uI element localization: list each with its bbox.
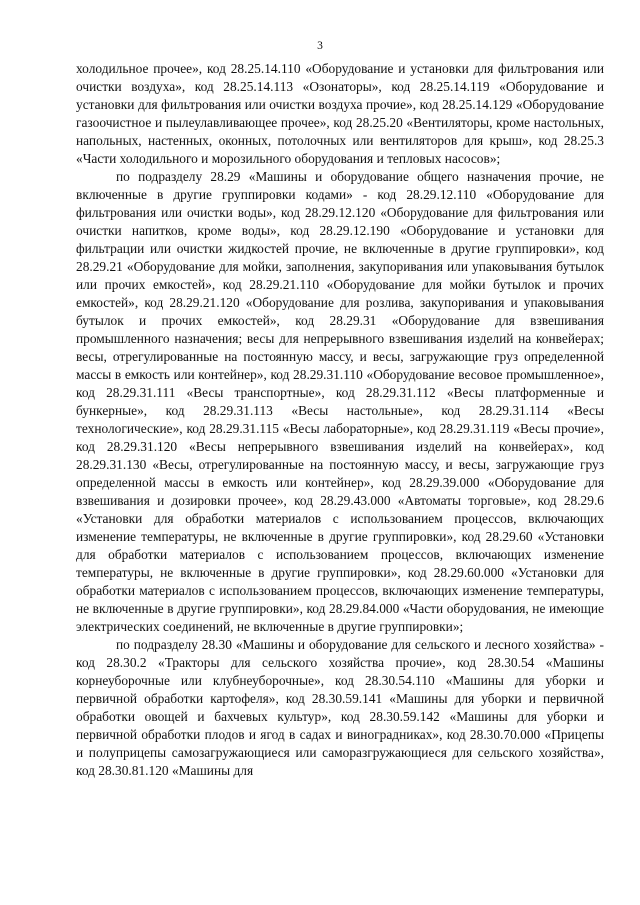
paragraph-subsection-28-30: по подразделу 28.30 «Машины и оборудование для сельского и лесного хозяйства» - код 28.30.2 «Тракторы для сельского хозяйства прочие», код 28.30.54 «Машины корнеуборочные или клубнеуборочные», код 28.30.54.110 «Машины для уборки и первичной обработки картофеля», код 28.30.59.141 «Машины для уборки и первичной обработки овощей и бахчевых культур», код 28.30.59.142 «Машины для уборки и первичной обработки плодов и ягод в садах и виноградниках», код 28.30.70.000 «Прицепы и полуприцепы самозагружающиеся или саморазгружающиеся для сельского хозяйства», код 28.30.81.120 «Машины для	[76, 637, 604, 778]
paragraph-continuation: холодильное прочее», код 28.25.14.110 «Оборудование и установки для фильтрования или очистки воздуха», код 28.25.14.113 «Озонаторы», код 28.25.14.119 «Оборудование и установки для фильтрования или очистки воздуха прочие», код 28.25.14.129 «Оборудование газоочистное и пылеулавливающее прочее», код 28.25.20 «Вентиляторы, кроме настольных, напольных, настенных, оконных, потолочных или вентиляторов для крыш», код 28.25.3 «Части холодильного и морозильного оборудования и тепловых насосов»;	[76, 61, 604, 166]
paragraph-subsection-28-29: по подразделу 28.29 «Машины и оборудование общего назначения прочие, не включенные в другие группировки кодами» - код 28.29.12.110 «Оборудование для фильтрования или очистки воды», код 28.29.12.120 «Оборудование для фильтрования или очистки напитков, кроме воды», код 28.29.12.190 «Оборудование и установки для фильтрации или очистки жидкостей прочие, не включенные в другие группировки», код 28.29.21 «Оборудование для мойки, заполнения, закупоривания или упаковывания бутылок или прочих емкостей», код 28.29.21.110 «Оборудование для мойки бутылок и прочих емкостей», код 28.29.21.120 «Оборудование для розлива, закупоривания и упаковывания бутылок и прочих емкостей», код 28.29.31 «Оборудование для взвешивания промышленного назначения; весы для непрерывного взвешивания изделий на конвейерах; весы, отрегулированные на постоянную массу, и весы, загружающие груз определенной массы в емкость или контейнер», код 28.29.31.110 «Оборудование весовое промышленное», код 28.29.31.111 «Весы транспортные», код 28.29.31.112 «Весы платформенные и бункерные», код 28.29.31.113 «Весы настольные», код 28.29.31.114 «Весы технологические», код 28.29.31.115 «Весы лабораторные», код 28.29.31.119 «Весы прочие», код 28.29.31.120 «Весы непрерывного взвешивания изделий на конвейерах», код 28.29.31.130 «Весы, отрегулированные на постоянную массу, и весы, загружающие груз определенной массы в емкость или контейнер», код 28.29.39.000 «Оборудование для взвешивания и дозировки прочее», код 28.29.43.000 «Автоматы торговые», код 28.29.6 «Установки для обработки материалов с использованием процессов, включающих изменение температуры, не включенные в другие группировки», код 28.29.60 «Установки для обработки материалов с использованием процессов, включающих изменение температуры, не включенные в другие группировки», код 28.29.60.000 «Установки для обработки материалов с использованием процессов, включающих изменение температуры, не включенные в другие группировки», код 28.29.84.000 «Части оборудования, не имеющие электрических соединений, не включенные в другие группировки»;	[76, 169, 604, 634]
page-number: 3	[317, 40, 323, 52]
document-body	[76, 60, 604, 780]
